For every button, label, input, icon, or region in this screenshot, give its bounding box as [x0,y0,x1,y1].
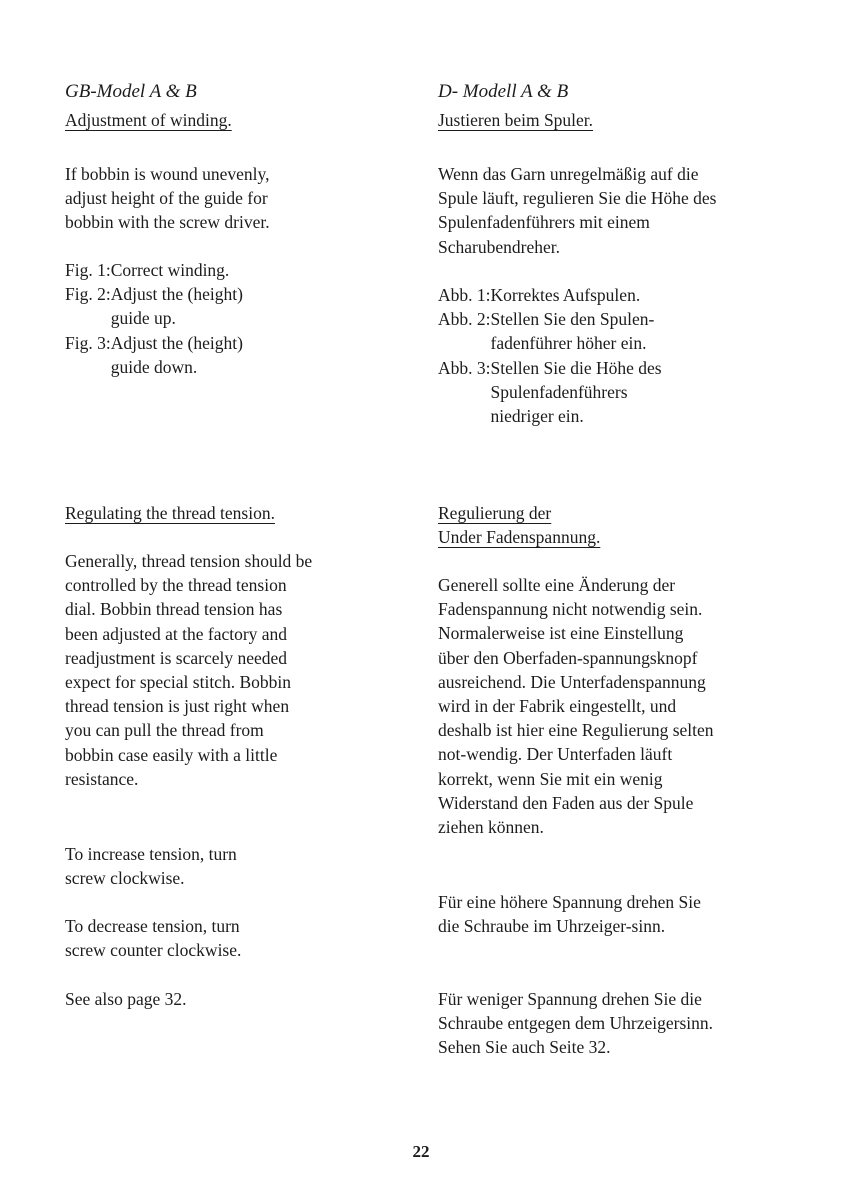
german-see-also-text: Sehen Sie auch Seite 32. [438,1037,611,1058]
english-winding-text [65,162,310,235]
english-tension-section [65,501,365,525]
figure-item: Abb. 1: Korrektes Aufspulen. [438,285,641,305]
german-figure-list [438,283,738,428]
english-figure-list [65,258,365,379]
figure-item: Abb. 2: Stellen Sie den Spulen- fadenführer höher ein. [438,309,655,354]
english-see-also [65,987,365,1011]
figure-item: Fig. 3: Adjust the (height) guide down. [65,332,243,377]
english-model-title: GB-Model A & B [65,81,197,102]
german-winding-paragraph: Wenn das Garn unregelmäßig auf die Spule läuft, regulieren Sie die Höhe des Spulenfadenführers mit einem Scharubendreher. [438,164,717,257]
english-increase-text: To increase tension, turn screw clockwise. [65,844,237,889]
english-tension-heading: Regulating the thread tension. [65,503,275,523]
german-tension-heading-line2: Under Fadenspannung. [438,527,601,548]
english-increase [65,842,275,890]
german-tension-heading-line1: Regulierung der [438,503,552,523]
german-increase-text: Für eine höhere Spannung drehen Sie die Schraube im Uhrzeiger-sinn. [438,892,701,937]
german-tension-section [438,501,738,549]
english-winding-heading: Adjustment of winding. [65,110,232,130]
german-winding-section [438,80,738,132]
english-tension-text [65,549,315,791]
figure-item: Fig. 1: Correct winding. [65,260,230,280]
german-decrease-text: Für weniger Spannung drehen Sie die Schraube entgegen dem Uhrzeigersinn. [438,989,714,1034]
page-number: 22 [412,1142,430,1161]
german-winding-text [438,162,723,259]
english-decrease [65,914,275,962]
figure-item: Abb. 3: Stellen Sie die Höhe des Spulenfadenführers niedriger ein. [438,357,662,427]
english-decrease-text: To decrease tension, turn screw counter clockwise. [65,916,242,961]
german-tension-paragraph: Generell sollte eine Änderung der Fadenspannung nicht notwendig sein. Normalerweise ist eine Einstellung über den Oberfaden-spannungsknopf ausreichend. Die Unterfadenspannung wird in der Fabrik eingestellt, und deshalb ist hier eine Regulierung selten not-wendig. Der Unterfaden läuft korrekt, wenn Sie mit ein wenig Widerstand den Faden aus der Spule ziehen können. [438,575,714,838]
german-decrease [438,987,718,1060]
german-winding-heading: Justieren beim Spuler. [438,110,594,130]
english-see-also-text: See also page 32. [65,989,187,1009]
german-tension-text [438,573,718,839]
german-model-title: D- Modell A & B [438,81,569,102]
german-increase [438,890,718,938]
english-tension-paragraph: Generally, thread tension should be controlled by the thread tension dial. Bobbin thread tension has been adjusted at the factory and readjustment is scarcely needed expect for special stitch. Bobbin thread tension is just right when you can pull the thread from bobbin case easily with a little resistance. [65,551,313,789]
english-winding-section [65,80,365,132]
figure-item: Fig. 2: Adjust the (height) guide up. [65,284,243,329]
english-winding-paragraph: If bobbin is wound unevenly, adjust height of the guide for bobbin with the screw driver. [65,164,270,233]
